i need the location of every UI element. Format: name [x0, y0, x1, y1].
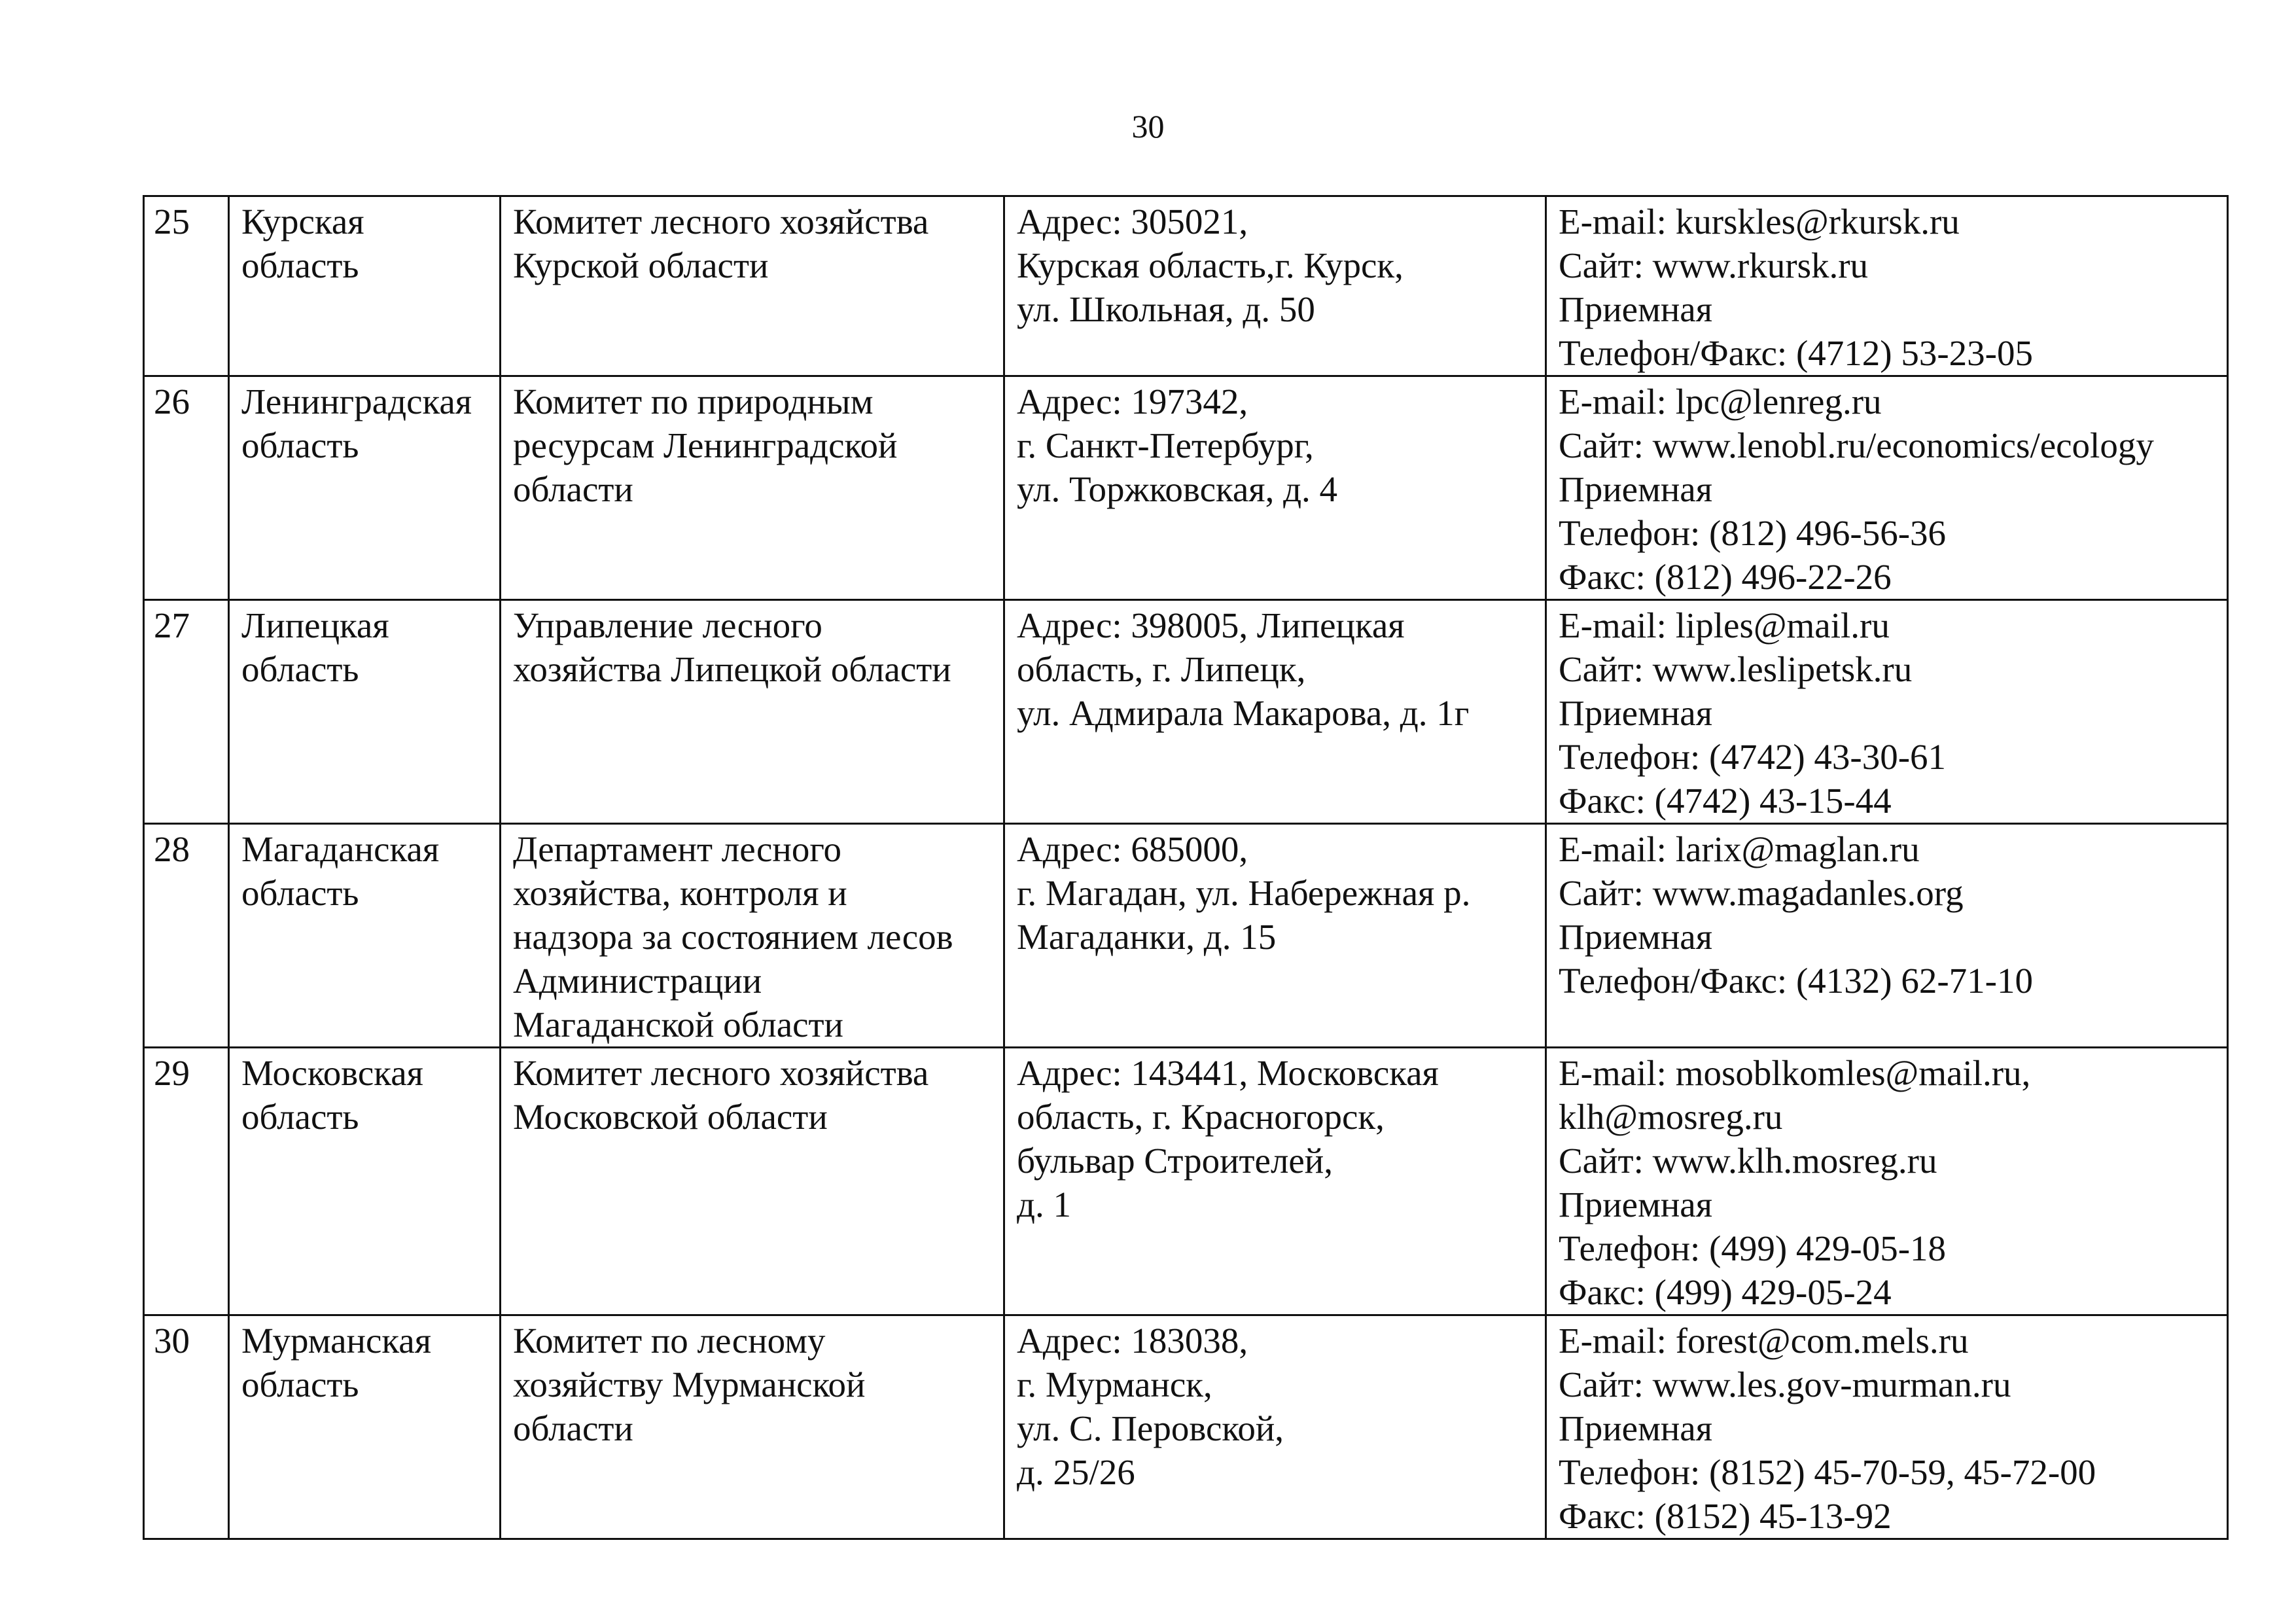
region-line: область — [241, 649, 359, 689]
organization-line: Комитет по лесному — [513, 1321, 826, 1361]
organization-line: Магаданской области — [513, 1005, 843, 1044]
email-line: E-mail: liples@mail.ru — [1559, 605, 1890, 645]
email-line: E-mail: mosoblkomles@mail.ru, — [1559, 1053, 2031, 1093]
contacts-table — [143, 195, 2229, 1540]
fax-line: Факс: (499) 429-05-24 — [1559, 1272, 1892, 1312]
contacts-cell — [1546, 196, 2228, 376]
region-line: область — [241, 873, 359, 913]
address-line: Адрес: 305021, — [1017, 202, 1248, 241]
address-line: область, г. Липецк, — [1017, 649, 1306, 689]
region-line: Ленинградская — [241, 382, 472, 421]
address-cell — [1004, 196, 1546, 376]
address-line: область, г. Красногорск, — [1017, 1097, 1385, 1137]
website-line: Сайт: www.lenobl.ru/economics/ecology — [1559, 425, 2154, 465]
organization-line: области — [513, 1408, 633, 1448]
fax-line: Факс: (8152) 45-13-92 — [1559, 1496, 1892, 1536]
address-line: ул. Адмирала Макарова, д. 1г — [1017, 693, 1470, 733]
organization-cell — [501, 1048, 1004, 1315]
address-line: Курская область,г. Курск, — [1017, 245, 1404, 285]
email-line: E-mail: forest@com.mels.ru — [1559, 1321, 1969, 1361]
table-row — [144, 1048, 2228, 1315]
region-line: Курская — [241, 202, 364, 241]
email-line: E-mail: kurskles@rkursk.ru — [1559, 202, 1960, 241]
organization-line: Департамент лесного — [513, 829, 842, 869]
table-row — [144, 196, 2228, 376]
organization-line: Администрации — [513, 961, 762, 1001]
email-line: E-mail: larix@maglan.ru — [1559, 829, 1920, 869]
contacts-cell — [1546, 376, 2228, 600]
page-number: 30 — [1131, 108, 1165, 145]
address-line: Адрес: 398005, Липецкая — [1017, 605, 1405, 645]
contacts-cell — [1546, 824, 2228, 1048]
region-cell — [229, 1048, 501, 1315]
table-row — [144, 1315, 2228, 1539]
contacts-cell — [1546, 1048, 2228, 1315]
reception-line: Приемная — [1559, 1185, 1713, 1224]
table-body — [144, 196, 2228, 1539]
website-line: Сайт: www.leslipetsk.ru — [1559, 649, 1913, 689]
organization-cell — [501, 1315, 1004, 1539]
website-line: Сайт: www.klh.mosreg.ru — [1559, 1141, 1937, 1181]
address-line: г. Мурманск, — [1017, 1364, 1212, 1404]
table-row — [144, 376, 2228, 600]
address-line: ул. Торжковская, д. 4 — [1017, 469, 1338, 509]
organization-line: надзора за состоянием лесов — [513, 917, 953, 957]
address-line: ул. С. Перовской, — [1017, 1408, 1284, 1448]
phone-fax-line: Телефон/Факс: (4712) 53-23-05 — [1559, 333, 2033, 373]
address-cell — [1004, 376, 1546, 600]
fax-line: Факс: (812) 496-22-26 — [1559, 557, 1892, 597]
region-line: Липецкая — [241, 605, 389, 645]
website-line: Сайт: www.magadanles.org — [1559, 873, 1964, 913]
address-line: ул. Школьная, д. 50 — [1017, 289, 1315, 329]
row-number: 27 — [144, 600, 229, 824]
organization-line: Комитет лесного хозяйства — [513, 1053, 929, 1093]
organization-line: хозяйства, контроля и — [513, 873, 847, 913]
address-line: г. Санкт-Петербург, — [1017, 425, 1314, 465]
address-line: Адрес: 143441, Московская — [1017, 1053, 1439, 1093]
organization-cell — [501, 376, 1004, 600]
region-line: область — [241, 1097, 359, 1137]
organization-line: области — [513, 469, 633, 509]
organization-line: ресурсам Ленинградской — [513, 425, 898, 465]
website-line: Сайт: www.les.gov-murman.ru — [1559, 1364, 2011, 1404]
organization-line: хозяйства Липецкой области — [513, 649, 951, 689]
phone-line: Телефон: (8152) 45-70-59, 45-72-00 — [1559, 1452, 2096, 1492]
organization-line: Управление лесного — [513, 605, 822, 645]
region-cell — [229, 600, 501, 824]
reception-line: Приемная — [1559, 469, 1713, 509]
organization-cell — [501, 600, 1004, 824]
reception-line: Приемная — [1559, 917, 1713, 957]
address-line: г. Магадан, ул. Набережная р. — [1017, 873, 1471, 913]
address-line: Адрес: 197342, — [1017, 382, 1248, 421]
contacts-cell — [1546, 600, 2228, 824]
address-line: д. 1 — [1017, 1185, 1071, 1224]
organization-cell — [501, 196, 1004, 376]
row-number: 25 — [144, 196, 229, 376]
region-line: область — [241, 425, 359, 465]
region-line: Московская — [241, 1053, 423, 1093]
reception-line: Приемная — [1559, 693, 1713, 733]
row-number: 28 — [144, 824, 229, 1048]
region-cell — [229, 1315, 501, 1539]
table-row — [144, 600, 2228, 824]
address-line: Магаданки, д. 15 — [1017, 917, 1277, 957]
organization-line: Курской области — [513, 245, 769, 285]
address-cell — [1004, 600, 1546, 824]
email-line: E-mail: lpc@lenreg.ru — [1559, 382, 1882, 421]
address-cell — [1004, 1315, 1546, 1539]
region-cell — [229, 824, 501, 1048]
reception-line: Приемная — [1559, 289, 1713, 329]
phone-line: Телефон: (812) 496-56-36 — [1559, 513, 1947, 553]
organization-cell — [501, 824, 1004, 1048]
reception-line: Приемная — [1559, 1408, 1713, 1448]
table-row — [144, 824, 2228, 1048]
region-line: область — [241, 1364, 359, 1404]
phone-fax-line: Телефон/Факс: (4132) 62-71-10 — [1559, 961, 2033, 1001]
region-line: Магаданская — [241, 829, 440, 869]
address-cell — [1004, 824, 1546, 1048]
region-cell — [229, 196, 501, 376]
row-number: 26 — [144, 376, 229, 600]
row-number: 29 — [144, 1048, 229, 1315]
phone-line: Телефон: (499) 429-05-18 — [1559, 1228, 1947, 1268]
address-line: Адрес: 183038, — [1017, 1321, 1248, 1361]
organization-line: Комитет по природным — [513, 382, 874, 421]
organization-line: Московской области — [513, 1097, 828, 1137]
website-line: Сайт: www.rkursk.ru — [1559, 245, 1869, 285]
address-line: Адрес: 685000, — [1017, 829, 1248, 869]
address-line: д. 25/26 — [1017, 1452, 1135, 1492]
region-line: Мурманская — [241, 1321, 431, 1361]
organization-line: Комитет лесного хозяйства — [513, 202, 929, 241]
row-number: 30 — [144, 1315, 229, 1539]
email-line: klh@mosreg.ru — [1559, 1097, 1783, 1137]
contacts-cell — [1546, 1315, 2228, 1539]
organization-line: хозяйству Мурманской — [513, 1364, 866, 1404]
region-cell — [229, 376, 501, 600]
address-line: бульвар Строителей, — [1017, 1141, 1333, 1181]
phone-line: Телефон: (4742) 43-30-61 — [1559, 737, 1947, 777]
region-line: область — [241, 245, 359, 285]
address-cell — [1004, 1048, 1546, 1315]
fax-line: Факс: (4742) 43-15-44 — [1559, 781, 1892, 821]
